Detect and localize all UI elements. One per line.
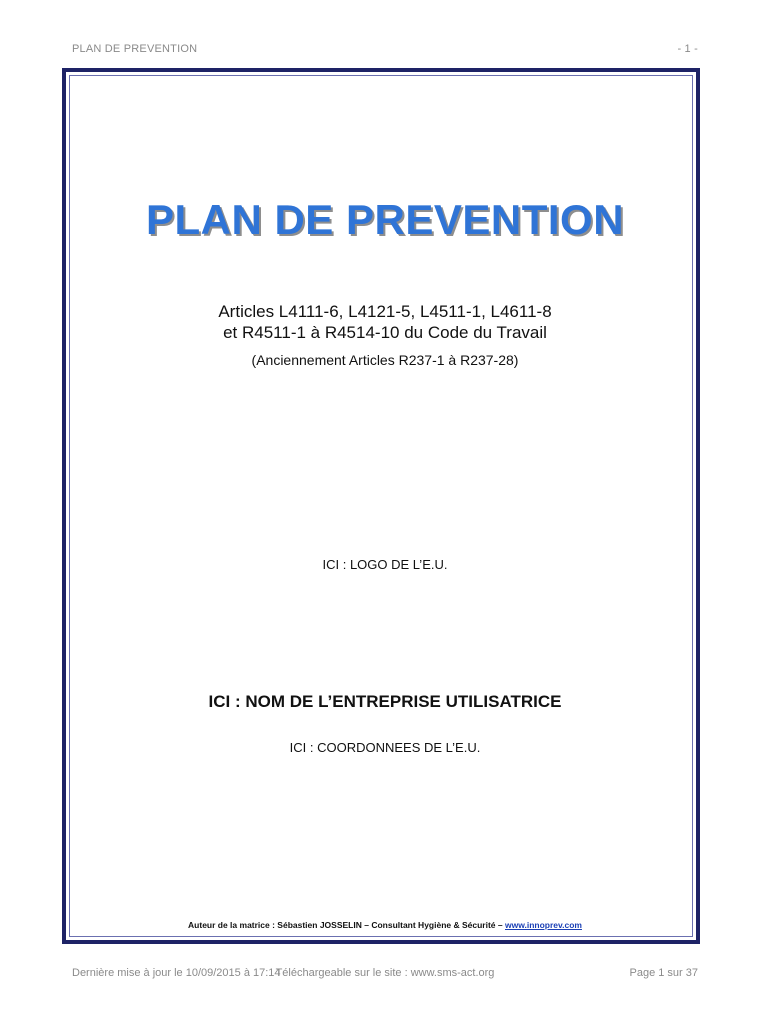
header-page-number: - 1 - — [677, 43, 698, 55]
former-articles: (Anciennement Articles R237-1 à R237-28) — [251, 352, 519, 368]
footer-page-count: Page 1 sur 37 — [629, 967, 698, 979]
logo-placeholder: ICI : LOGO DE L’E.U. — [322, 557, 448, 572]
header-document-title: PLAN DE PREVENTION — [72, 43, 198, 55]
articles-line-2: et R4511-1 à R4514-10 du Code du Travail — [223, 323, 547, 342]
author-credit — [0, 920, 770, 930]
cover-title: PLAN DE PREVENTION — [145, 196, 625, 243]
page-footer — [72, 967, 698, 981]
author-credit-text: Auteur de la matrice : Sébastien JOSSELIN – Consultant Hygiène & Sécurité – — [188, 920, 505, 930]
footer-download-site: Téléchargeable sur le site : www.sms-act.org — [275, 967, 495, 979]
company-coordinates-placeholder: ICI : COORDONNEES DE L’E.U. — [289, 740, 481, 755]
footer-last-update: Dernière mise à jour le 10/09/2015 à 17:14 — [72, 967, 281, 979]
company-name-placeholder: ICI : NOM DE L’ENTREPRISE UTILISATRICE — [208, 692, 562, 711]
author-website-link[interactable]: www.innoprev.com — [504, 920, 582, 930]
running-header — [72, 43, 698, 57]
articles-line-1: Articles L4111-6, L4121-5, L4511-1, L4611-8 — [218, 302, 552, 321]
